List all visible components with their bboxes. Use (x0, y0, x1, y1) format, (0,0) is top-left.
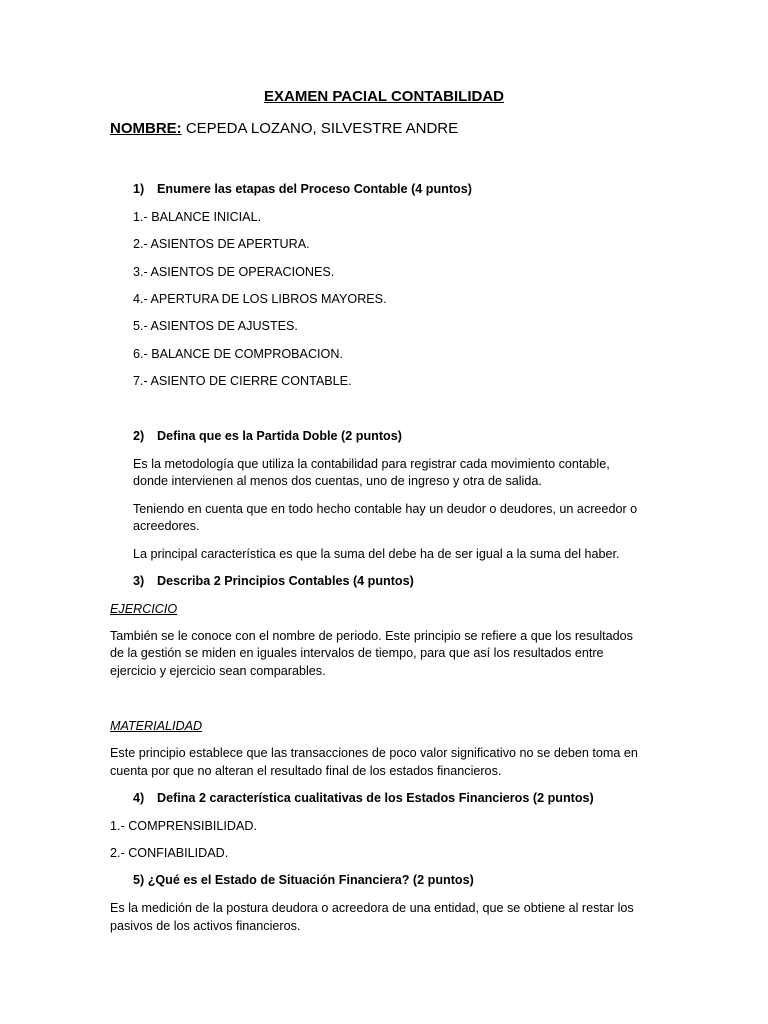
question-1-text: Enumere las etapas del Proceso Contable (4 puntos) (157, 182, 472, 196)
principle-1-text-line: También se le conoce con el nombre de periodo. Este principio se refiere a que los resultados (110, 629, 633, 643)
name-label: NOMBRE: (110, 120, 182, 137)
answer-2-paragraph-line: donde intervienen al menos dos cuentas, uno de ingreso y otra de salida. (133, 474, 542, 488)
answer-1-item: 2.- ASIENTOS DE APERTURA. (133, 237, 310, 251)
answer-1-item: 5.- ASIENTOS DE AJUSTES. (133, 319, 298, 333)
question-3-text: Describa 2 Principios Contables (4 puntos) (157, 574, 414, 588)
question-4 (133, 790, 594, 808)
answer-1-item: 3.- ASIENTOS DE OPERACIONES. (133, 265, 335, 279)
answer-2-paragraph-line: Es la metodología que utiliza la contabilidad para registrar cada movimiento contable, (133, 457, 610, 471)
principle-2-text-line: cuenta por que no alteran el resultado final de los estados financieros. (110, 764, 502, 778)
question-2-text: Defina que es la Partida Doble (2 puntos) (157, 429, 402, 443)
question-1 (133, 181, 472, 199)
principle-2-title: MATERIALIDAD (110, 719, 203, 733)
question-4-number: 4) (133, 791, 145, 805)
exam-title: EXAMEN PACIAL CONTABILIDAD (264, 88, 504, 105)
question-4-text: Defina 2 característica cualitativas de los Estados Financieros (2 puntos) (157, 791, 594, 805)
question-2 (133, 428, 402, 446)
question-3 (133, 573, 414, 591)
answer-4-item: 2.- CONFIABILIDAD. (110, 846, 229, 860)
answer-1-item: 6.- BALANCE DE COMPROBACION. (133, 347, 343, 361)
principle-2-text-line: Este principio establece que las transacciones de poco valor significativo no se deben toma en (110, 746, 638, 760)
principle-1-text-line: de la gestión se miden en iguales intervalos de tiempo, para que así los resultados entre (110, 646, 604, 660)
answer-2-paragraph-line: acreedores. (133, 519, 200, 533)
student-name-line (110, 119, 458, 139)
answer-5-line: Es la medición de la postura deudora o acreedora de una entidad, que se obtiene al restar los (110, 901, 634, 915)
principle-1-title: EJERCICIO (110, 602, 178, 616)
answer-2-paragraph-line: Teniendo en cuenta que en todo hecho contable hay un deudor o deudores, un acreedor o (133, 502, 638, 516)
student-name: CEPEDA LOZANO, SILVESTRE ANDRE (181, 120, 459, 137)
answer-1-item: 7.- ASIENTO DE CIERRE CONTABLE. (133, 374, 352, 388)
answer-4-item: 1.- COMPRENSIBILIDAD. (110, 819, 257, 833)
answer-1-item: 4.- APERTURA DE LOS LIBROS MAYORES. (133, 292, 387, 306)
principle-1-text-line: ejercicio y ejercicio sean comparables. (110, 664, 326, 678)
answer-1-item: 1.- BALANCE INICIAL. (133, 210, 262, 224)
question-3-number: 3) (133, 574, 145, 588)
question-2-number: 2) (133, 429, 145, 443)
question-1-number: 1) (133, 182, 145, 196)
answer-2-paragraph-line: La principal característica es que la suma del debe ha de ser igual a la suma del haber. (133, 547, 620, 561)
question-5: 5) ¿Qué es el Estado de Situación Financiera? (2 puntos) (133, 873, 474, 887)
answer-5-line: pasivos de los activos financieros. (110, 919, 301, 933)
